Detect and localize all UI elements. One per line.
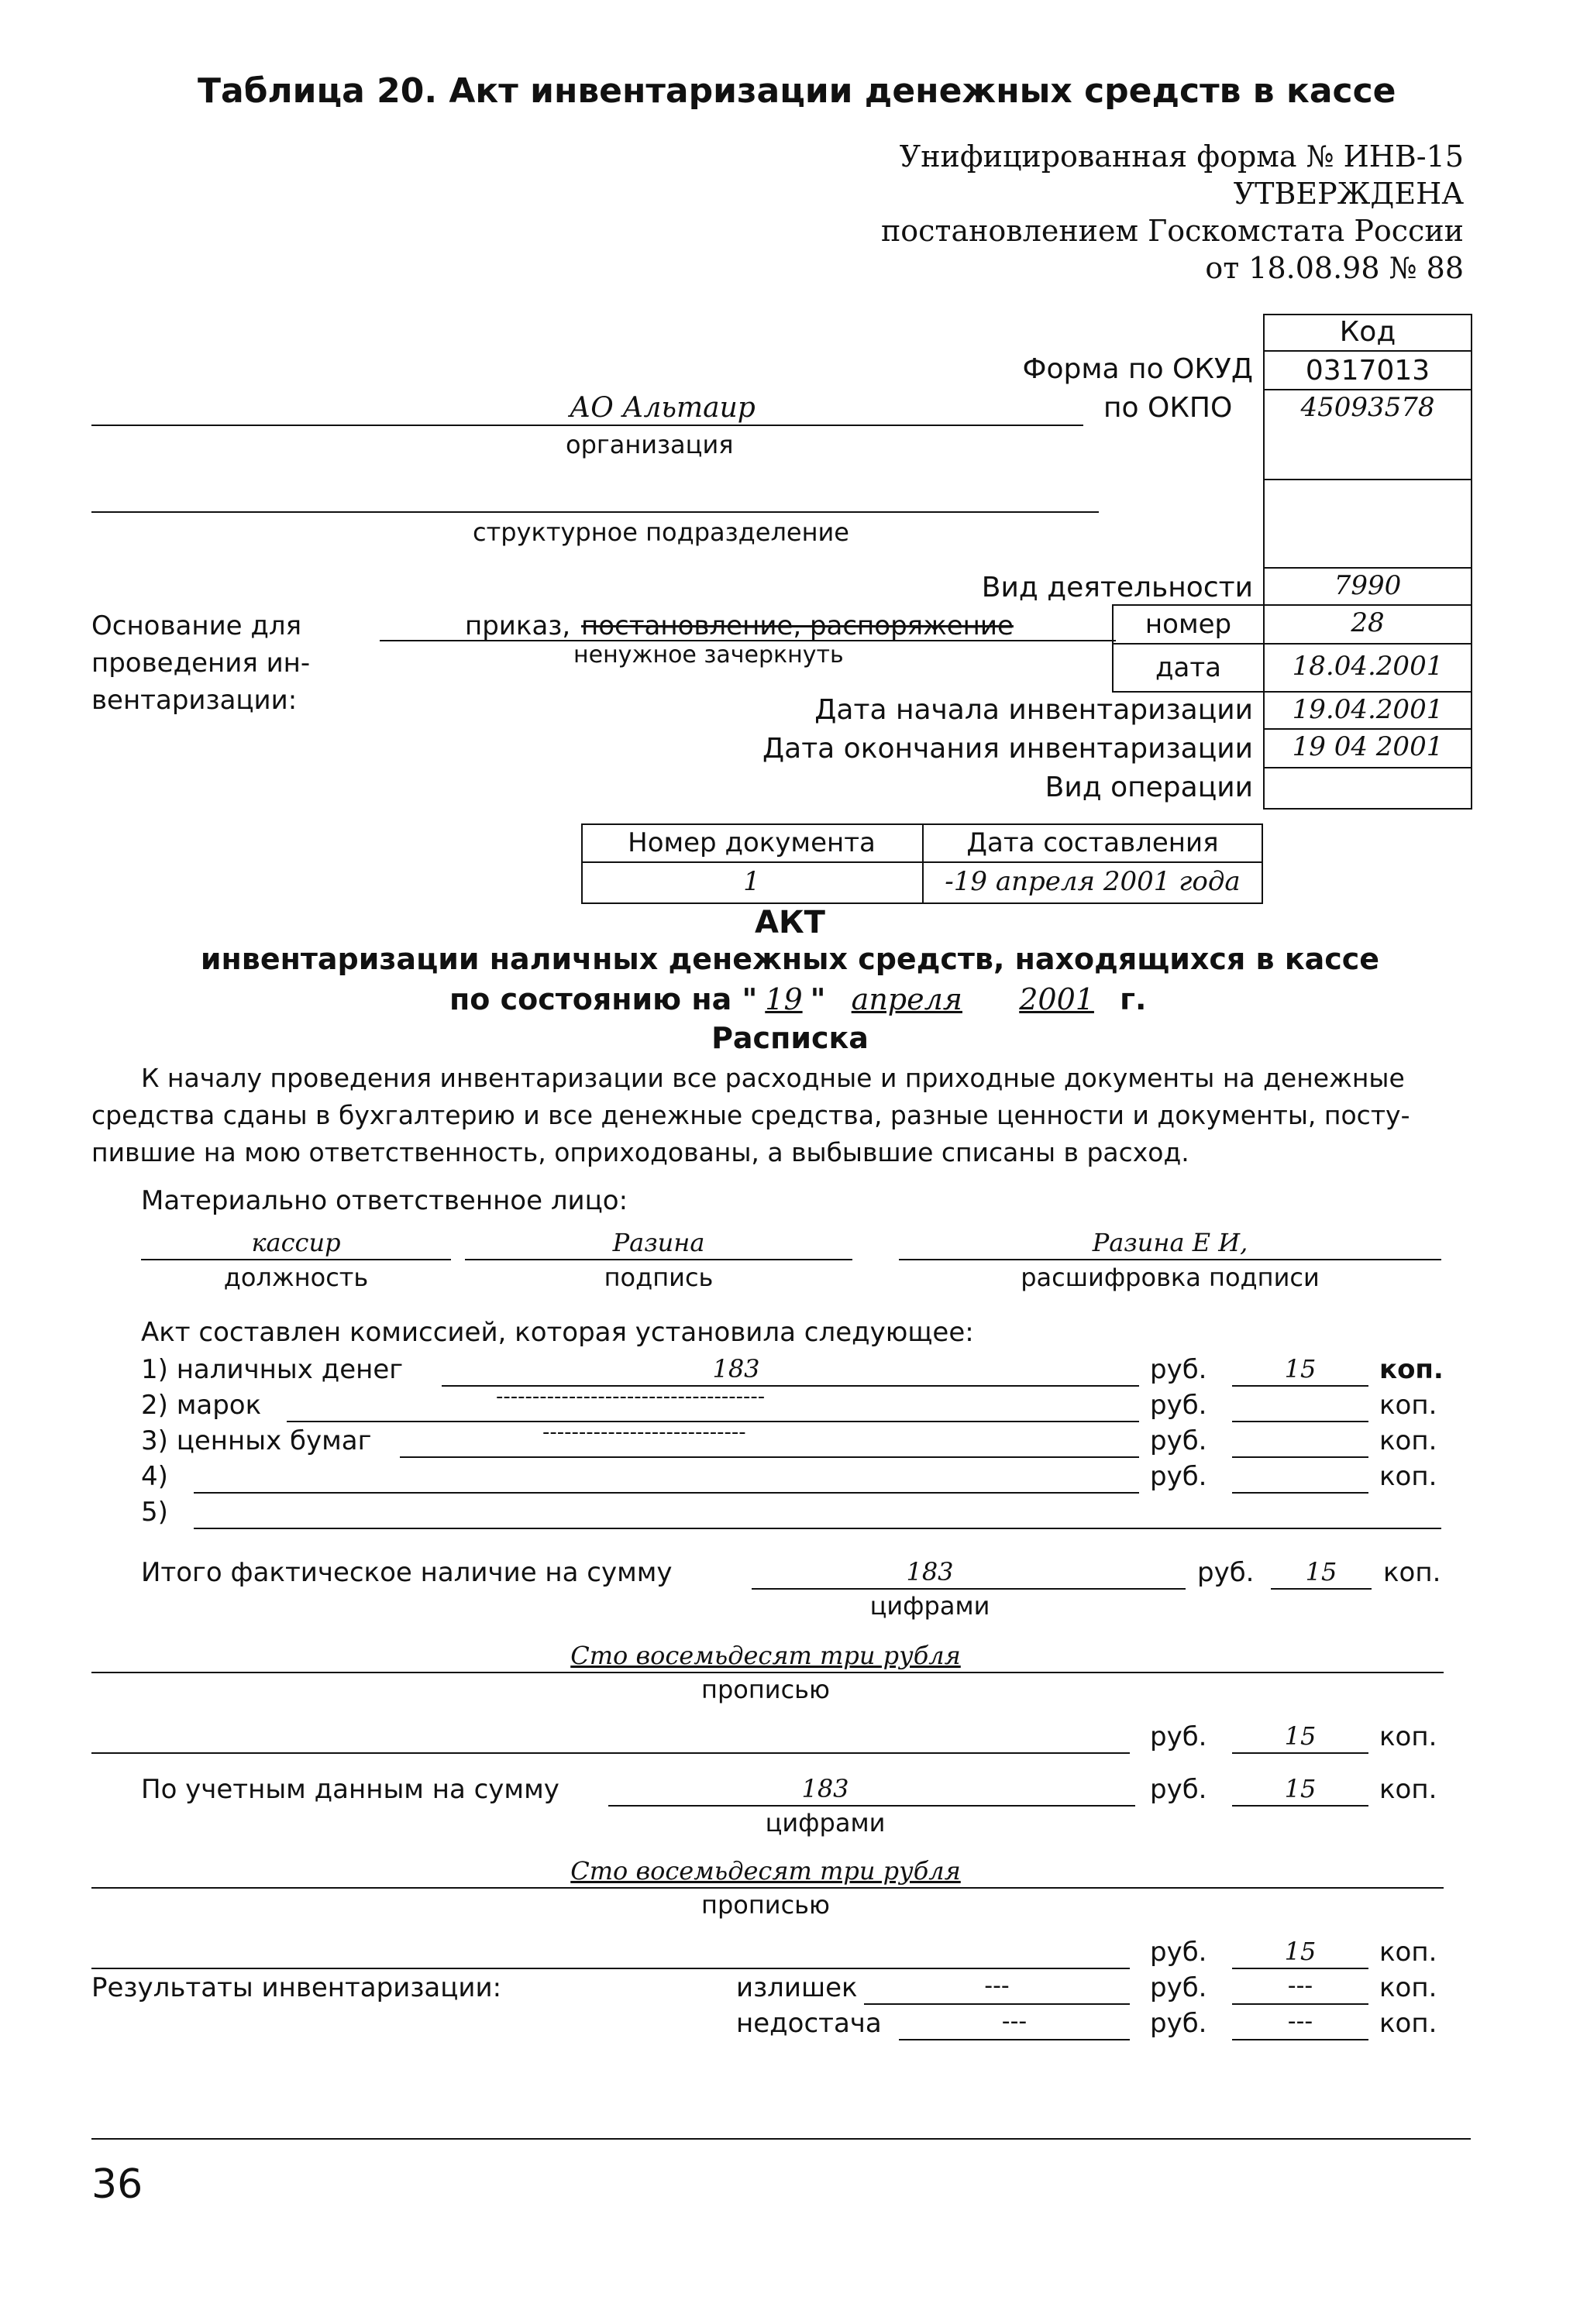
book-kop: коп. (1379, 1774, 1437, 1805)
org-line (91, 425, 1083, 426)
item-3-value: ---------------------------- (542, 1421, 746, 1444)
as-of-quote: " (810, 982, 826, 1016)
book-words-caption: прописью (701, 1890, 830, 1920)
basis-order-word: приказ, (465, 610, 571, 641)
surplus-kop-value: --- (1287, 1972, 1313, 1999)
position-caption: должность (223, 1263, 369, 1292)
responsible-position: кассир (251, 1228, 341, 1257)
name-line (899, 1259, 1441, 1260)
signature-caption: подпись (604, 1263, 714, 1292)
book-rub: руб. (1150, 1774, 1207, 1805)
responsible-name: Разина Е И, (1092, 1228, 1248, 1257)
as-of-prefix: по состоянию на " (449, 982, 758, 1016)
actual-words-kop-line (1232, 1752, 1368, 1754)
actual-words-line (91, 1672, 1444, 1673)
book-kop-line (1232, 1805, 1368, 1807)
okud-value: 0317013 (1305, 355, 1430, 387)
item-2-value: ------------------------------------- (496, 1385, 766, 1408)
responsible-label: Материально ответственное лицо: (141, 1185, 628, 1216)
receipt-heading: Расписка (711, 1021, 869, 1055)
doc-number-header: Номер документа (628, 827, 876, 858)
book-value: 183 (801, 1774, 849, 1803)
actual-kop: коп. (1383, 1557, 1441, 1588)
basis-label-3: вентаризации: (91, 685, 298, 716)
page-number: 36 (91, 2161, 143, 2208)
item-4-kop: коп. (1379, 1461, 1437, 1492)
number-label: номер (1145, 609, 1232, 640)
approved-line: УТВЕРЖДЕНА (1233, 177, 1464, 211)
surplus-kop: коп. (1379, 1972, 1437, 2003)
item-1-kop-value: 15 (1284, 1354, 1317, 1384)
basis-hint: ненужное зачеркнуть (573, 641, 844, 669)
item-2-rub: руб. (1150, 1390, 1207, 1421)
number-value: 28 (1351, 607, 1385, 638)
actual-words-kop: коп. (1379, 1721, 1437, 1752)
footer-rule (91, 2138, 1471, 2140)
end-date-value: 19 04 2001 (1292, 731, 1444, 762)
results-label: Результаты инвентаризации: (91, 1972, 502, 2003)
surplus-line (864, 2003, 1130, 2005)
actual-digits-caption: цифрами (869, 1591, 990, 1621)
item-1-kop-line (1232, 1385, 1368, 1387)
shortage-line (899, 2039, 1130, 2040)
start-date-value: 19.04.2001 (1292, 694, 1444, 725)
basis-label-2: проведения ин- (91, 648, 311, 679)
end-date-label: Дата окончания инвентаризации (762, 733, 1253, 765)
book-words-rub: руб. (1150, 1937, 1207, 1968)
item-3-rub: руб. (1150, 1425, 1207, 1456)
code-header: Код (1339, 316, 1396, 348)
act-as-of (449, 982, 1146, 1016)
date-label: дата (1155, 652, 1221, 683)
item-3-label: 3) ценных бумаг (141, 1425, 372, 1456)
actual-words-rub: руб. (1150, 1721, 1207, 1752)
item-4-rub: руб. (1150, 1461, 1207, 1492)
doc-date-value: -19 апреля 2001 года (945, 866, 1241, 897)
signature-line (465, 1259, 852, 1260)
responsible-signature: Разина (612, 1228, 705, 1257)
surplus-value: --- (984, 1972, 1010, 1999)
item-4-label: 4) (141, 1461, 168, 1492)
okud-label: Форма по ОКУД (1022, 353, 1253, 385)
actual-label: Итого фактическое наличие на сумму (141, 1557, 673, 1588)
item-4-kop-line (1232, 1492, 1368, 1494)
actual-words-kop-value: 15 (1284, 1721, 1317, 1751)
actual-words: Сто восемьдесят три рубля (570, 1641, 961, 1670)
item-1-value: 183 (712, 1354, 760, 1384)
actual-rub: руб. (1197, 1557, 1255, 1588)
actual-line (752, 1588, 1186, 1590)
item-3-line (400, 1456, 1139, 1458)
division-code-cell (1263, 479, 1472, 569)
org-caption: организация (566, 430, 734, 459)
surplus-label: излишек (736, 1972, 858, 2003)
book-words-rub-line (91, 1968, 1130, 1969)
division-caption: структурное подразделение (473, 517, 849, 547)
shortage-label: недостача (736, 2008, 882, 2039)
book-words-kop: коп. (1379, 1937, 1437, 1968)
start-date-label: Дата начала инвентаризации (814, 694, 1253, 726)
doc-date-header: Дата составления (966, 827, 1219, 858)
activity-value: 7990 (1334, 570, 1402, 601)
item-5-line (194, 1528, 1441, 1529)
shortage-kop: коп. (1379, 2008, 1437, 2039)
book-words-line (91, 1887, 1444, 1889)
commission-intro: Акт составлен комиссией, которая установила следующее: (141, 1317, 974, 1348)
as-of-year: 2001 (1019, 982, 1094, 1016)
act-subtitle: инвентаризации наличных денежных средств, находящихся в кассе (200, 942, 1380, 976)
resolution-line: постановлением Госкомстата России (880, 214, 1464, 248)
item-3-kop-line (1232, 1456, 1368, 1458)
item-1-kop: коп. (1379, 1354, 1444, 1385)
item-4-line (194, 1492, 1139, 1494)
as-of-suffix: г. (1120, 982, 1147, 1016)
name-caption: расшифровка подписи (1021, 1263, 1320, 1292)
okpo-value: 45093578 (1300, 392, 1435, 423)
shortage-kop-line (1232, 2039, 1368, 2040)
item-2-kop: коп. (1379, 1390, 1437, 1421)
as-of-month: апреля (851, 982, 962, 1016)
date-value: 18.04.2001 (1292, 651, 1444, 682)
org-name: АО Альтаир (570, 392, 756, 424)
item-2-kop-line (1232, 1421, 1368, 1422)
form-code-line: Унифицированная форма № ИНВ-15 (899, 139, 1464, 174)
item-1-rub: руб. (1150, 1354, 1207, 1385)
receipt-line-1: К началу проведения инвентаризации все расходные и приходные документы на денежные (141, 1063, 1405, 1093)
actual-words-caption: прописью (701, 1675, 830, 1704)
book-label: По учетным данным на сумму (141, 1774, 559, 1805)
operation-label: Вид операции (1045, 772, 1253, 803)
okpo-label: по ОКПО (1103, 392, 1233, 424)
actual-words-rub-line (91, 1752, 1130, 1754)
basis-struck-words: постановление, распоряжение (581, 610, 1014, 641)
book-words-kop-value: 15 (1284, 1937, 1317, 1966)
item-1-label: 1) наличных денег (141, 1354, 404, 1385)
surplus-rub: руб. (1150, 1972, 1207, 2003)
book-digits-caption: цифрами (765, 1808, 886, 1838)
book-kop-value: 15 (1284, 1774, 1317, 1803)
actual-kop-value: 15 (1305, 1557, 1337, 1587)
basis-label-1: Основание для (91, 610, 302, 641)
doc-number-value: 1 (743, 866, 760, 897)
book-words: Сто восемьдесят три рубля (570, 1856, 961, 1886)
item-2-label: 2) марок (141, 1390, 262, 1421)
actual-kop-line (1271, 1588, 1372, 1590)
shortage-kop-value: --- (1287, 2008, 1313, 2035)
as-of-day: 19 (765, 982, 803, 1016)
shortage-value: --- (1001, 2008, 1028, 2035)
item-3-kop: коп. (1379, 1425, 1437, 1456)
position-line (141, 1259, 451, 1260)
receipt-line-2: средства сданы в бухгалтерию и все денежные средства, разные ценности и документы, посту- (91, 1100, 1410, 1130)
receipt-line-3: пившие на мою ответственность, оприходованы, а выбывшие списаны в расход. (91, 1137, 1189, 1167)
actual-value: 183 (906, 1557, 954, 1587)
book-words-kop-line (1232, 1968, 1368, 1969)
surplus-kop-line (1232, 2003, 1368, 2005)
book-line (608, 1805, 1135, 1807)
table-title: Таблица 20. Акт инвентаризации денежных средств в кассе (198, 71, 1396, 111)
division-line (91, 511, 1099, 513)
resolution-date-line: от 18.08.98 № 88 (1205, 251, 1464, 285)
shortage-rub: руб. (1150, 2008, 1207, 2039)
act-heading: АКТ (755, 905, 825, 940)
activity-label: Вид деятельности (981, 572, 1253, 603)
item-5-label: 5) (141, 1497, 168, 1528)
